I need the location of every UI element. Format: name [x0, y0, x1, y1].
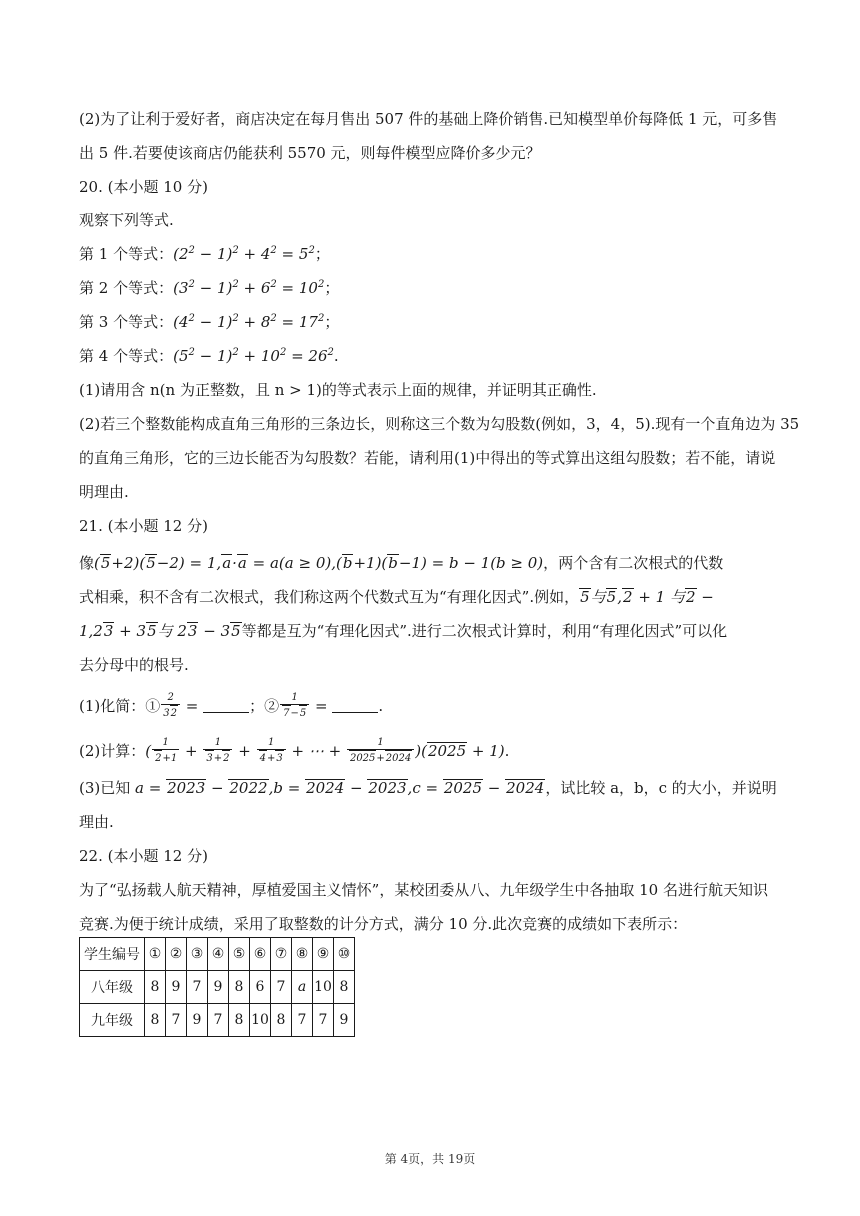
student-id-cell: ⑨: [313, 938, 334, 971]
score-cell: 9: [166, 971, 187, 1004]
student-id-cell: ①: [145, 938, 166, 971]
score-cell: 7: [166, 1004, 187, 1037]
student-id-cell: ④: [208, 938, 229, 971]
student-id-cell: ⑥: [250, 938, 271, 971]
score-cell: 8: [229, 971, 250, 1004]
q20-equation-1: 第 1 个等式：$(2^2 - 1)^2 + 4^2 = 5^2$；: [79, 245, 330, 263]
score-cell: 7: [313, 1004, 334, 1037]
answer-blank-1[interactable]: [203, 698, 249, 713]
score-cell: 10: [313, 971, 334, 1004]
row-label: 九年级: [80, 1004, 145, 1037]
student-id-cell: ⑧: [292, 938, 313, 971]
student-id-cell: ②: [166, 938, 187, 971]
q22-intro-line1: 为了“弘扬载人航天精神，厚植爱国主义情怀”，某校团委从八、九年级学生中各抽取 10 名进行航天知识: [79, 881, 768, 899]
student-id-cell: ⑩: [334, 938, 355, 971]
q20-equation-3: 第 3 个等式：$(4^2 - 1)^2 + 8^2 = 17^2$；: [79, 313, 340, 331]
score-cell: 7: [208, 1004, 229, 1037]
q21-header: 21. (本小题 12 分): [79, 517, 208, 535]
answer-blank-2[interactable]: [332, 698, 378, 713]
q21-intro-line4: 去分母中的根号.: [79, 656, 189, 674]
q21-part1: (1)化简：① $\frac{2}{32}$ = ；② $\frac{1}{7-5}$ = .: [79, 692, 789, 722]
q21-part2: (2)计算：( $\frac{1}{2+1}$ + $\frac{1}{3+2}$ + $\frac{1}{4+3}$ + ⋯ + $\frac{1}{2025+2024}$ )(2025 + 1).: [79, 737, 789, 767]
q20-header: 20. (本小题 10 分): [79, 178, 208, 196]
q19-part2-line2: 出 5 件.若要使该商店仍能获利 5570 元，则每件模型应降价多少元？: [79, 144, 541, 162]
q21-part3-line2: 理由.: [79, 813, 114, 831]
score-cell: 8: [271, 1004, 292, 1037]
q20-intro: 观察下列等式.: [79, 211, 174, 229]
q22-intro-line2: 竞赛.为便于统计成绩，采用了取整数的计分方式，满分 10 分.此次竞赛的成绩如下表所示：: [79, 915, 688, 933]
page-footer: 第 4页，共 19页: [384, 1152, 476, 1166]
score-cell: 9: [334, 1004, 355, 1037]
q21-intro-line2: 式相乘，积不含有二次根式，我们称这两个代数式互为“有理化因式”.例如，5与5,2 + 1 与2 −: [79, 588, 714, 606]
table-header-row: [80, 938, 355, 971]
score-table: [79, 937, 355, 1037]
score-cell: a: [292, 971, 313, 1004]
score-cell: 8: [334, 971, 355, 1004]
table-row: [80, 1004, 355, 1037]
score-cell: 8: [229, 1004, 250, 1037]
table-row: [80, 971, 355, 1004]
student-id-cell: ③: [187, 938, 208, 971]
q21-intro-line1: 像(5+2)(5−2) = 1,a·a = a(a ≥ 0),(b+1)(b−1) = b − 1(b ≥ 0)，两个含有二次根式的代数: [79, 554, 724, 572]
q21-intro-line3: 1,23 + 35与 23 − 35等都是互为“有理化因式”.进行二次根式计算时，利用“有理化因式”可以化: [79, 622, 728, 640]
q20-part2-line2: 的直角三角形，它的三边长能否为勾股数？若能，请利用(1)中得出的等式算出这组勾股数；若不能，请说: [79, 449, 776, 467]
student-id-cell: ⑦: [271, 938, 292, 971]
score-cell: 9: [208, 971, 229, 1004]
q20-part2-line3: 明理由.: [79, 483, 129, 501]
score-cell: 6: [250, 971, 271, 1004]
score-cell: 7: [292, 1004, 313, 1037]
table-header-label: 学生编号: [80, 938, 145, 971]
row-label: 八年级: [80, 971, 145, 1004]
score-cell: 8: [145, 1004, 166, 1037]
q20-equation-2: 第 2 个等式：$(3^2 - 1)^2 + 6^2 = 10^2$；: [79, 279, 340, 297]
score-cell: 8: [145, 971, 166, 1004]
q21-part3: (3)已知 a = 2023 − 2022,b = 2024 − 2023,c = 2025 − 2024，试比较 a，b，c 的大小，并说明: [79, 779, 777, 797]
q20-part2-line1: (2)若三个整数能构成直角三角形的三条边长，则称这三个数为勾股数(例如，3，4，5).现有一个直角边为 35: [79, 415, 800, 433]
q19-part2-line1: (2)为了让利于爱好者，商店决定在每月售出 507 件的基础上降价销售.已知模型单价每降低 1 元，可多售: [79, 110, 778, 128]
score-cell: 9: [187, 1004, 208, 1037]
score-cell: 7: [187, 971, 208, 1004]
score-cell: 7: [271, 971, 292, 1004]
student-id-cell: ⑤: [229, 938, 250, 971]
score-cell: 10: [250, 1004, 271, 1037]
q22-header: 22. (本小题 12 分): [79, 847, 208, 865]
q20-equation-4: 第 4 个等式：$(5^2 - 1)^2 + 10^2 = 26^2$.: [79, 347, 339, 365]
q20-part1: (1)请用含 n(n 为正整数，且 n > 1)的等式表示上面的规律，并证明其正确性.: [79, 381, 597, 399]
